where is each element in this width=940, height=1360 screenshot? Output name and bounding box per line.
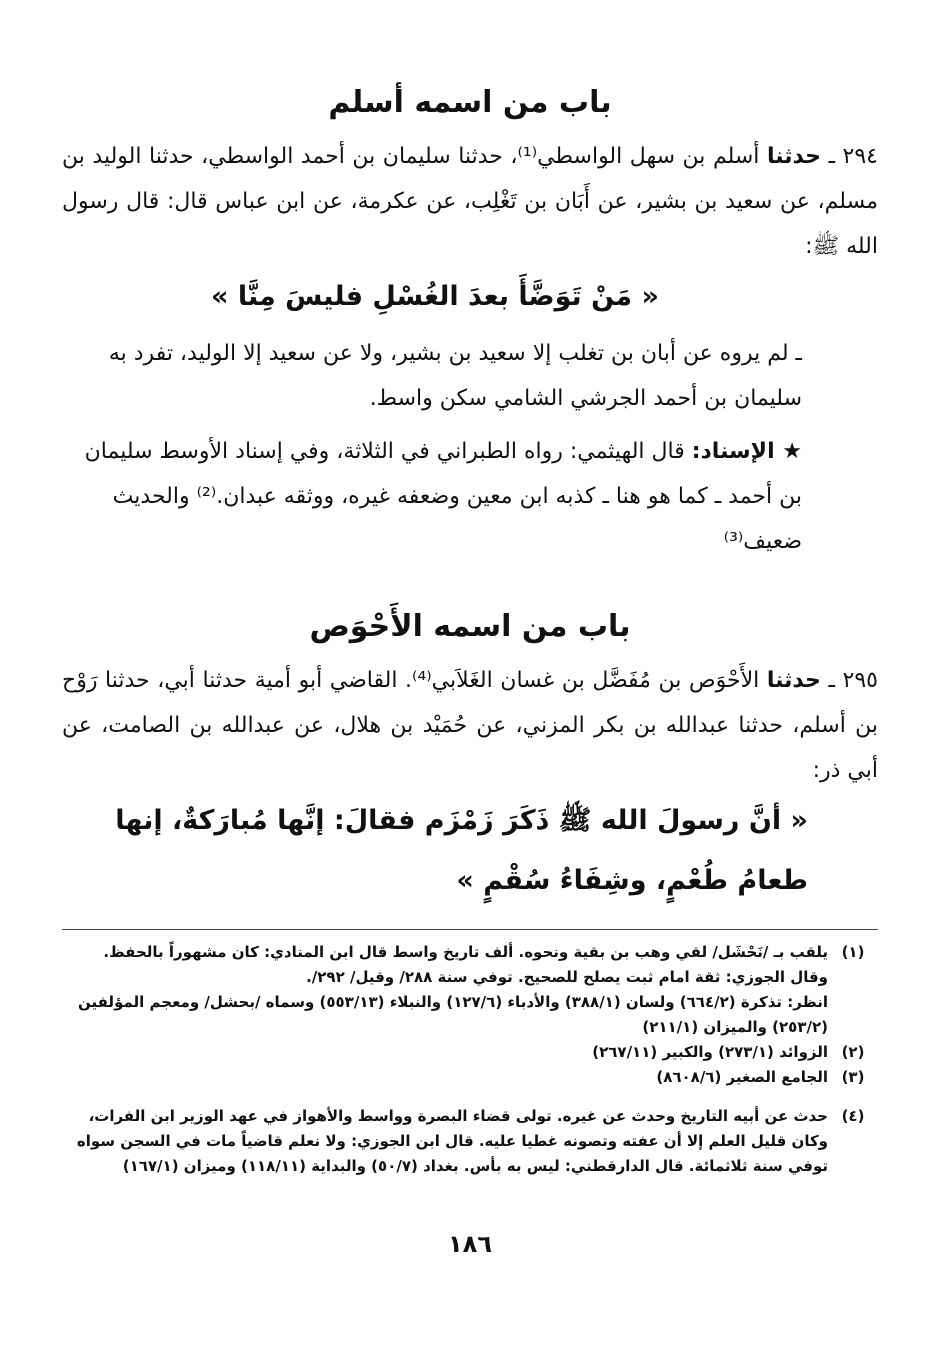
footnote-number: (١) xyxy=(841,943,865,961)
note-text: ـ لم يروه عن أبان بن تغلب إلا سعيد بن بشير، ولا عن سعيد إلا الوليد، تفرد به سليمان بن أحمد الجرشي الشامي سكن واسط. xyxy=(108,341,802,411)
section-title-aslam: باب من اسمه أسلم xyxy=(328,85,612,120)
footnote xyxy=(62,1065,878,1090)
page-number: ١٨٦ xyxy=(448,1230,492,1258)
hadith-295-quote-line-2: طعامُ طُعْمٍ، وشِفَاءُ سُقْمٍ » xyxy=(456,865,808,896)
footnote xyxy=(62,990,878,1040)
footnote-text: الزوائد (٢٧٣/١) والكبير (٢٦٧/١١) xyxy=(592,1043,828,1061)
hadith-294-quote: « مَنْ تَوَضَّأَ بعدَ الغُسْلِ فليسَ مِنَّا » xyxy=(211,281,659,312)
hadith-294-isnad xyxy=(62,429,878,564)
hadith-295-quote-line-1: « أنَّ رسولَ الله ﷺ ذَكَرَ زَمْزَم فقالَ: إنَّها مُبارَكةٌ، إنها xyxy=(115,805,808,836)
footnote-text: الجامع الصغير (٨٦٠٨/٦) xyxy=(656,1068,828,1086)
hadith-lead: حدثنا xyxy=(766,144,822,169)
hadith-294 xyxy=(62,134,878,269)
hadith-text: أسلم بن سهل الواسطي⁽¹⁾، حدثنا سليمان بن أحمد الواسطي، حدثنا الوليد بن مسلم، عن سعيد بن بشير، عن أَبَان بن تَغْلِب، عن عكرمة، عن ابن عباس قال: قال رسول الله ﷺ: xyxy=(62,144,878,259)
hadith-number: ٢٩٥ ـ xyxy=(828,668,878,693)
hadith-295 xyxy=(62,658,878,793)
footnote-number: (٣) xyxy=(841,1068,865,1086)
isnad-text: قال الهيثمي: رواه الطبراني في الثلاثة، وفي إسناد الأوسط سليمان بن أحمد ـ كما هو هنا ـ كذبه ابن معين وضعفه غيره، ووثقه عبدان.⁽²⁾ والحديث ضعيف⁽³⁾ xyxy=(84,439,802,554)
hadith-number: ٢٩٤ ـ xyxy=(828,144,878,169)
footnote-number: (٤) xyxy=(841,1107,865,1125)
footnote xyxy=(62,1104,878,1179)
footnote-number: (٢) xyxy=(841,1043,865,1061)
isnad-label: ★ الإسناد: xyxy=(691,439,802,464)
hadith-text: الأَحْوَص بن مُفَضَّل بن غسان الغَلاَبي⁽⁴⁾. القاضي أبو أمية حدثنا أبي، حدثنا رَوْح بن أسلم، حدثنا عبدالله بن بكر المزني، عن حُمَيْد بن هلال، عن عبدالله بن الصامت، عن أبي ذر: xyxy=(62,668,878,783)
hadith-294-note xyxy=(62,331,878,421)
footnote xyxy=(62,1040,878,1065)
footnote-text: انظر: تذكرة (٦٦٤/٢) ولسان (٣٨٨/١) والأدباء (١٢٧/٦) والنبلاء (٥٥٣/١٣) وسماه /بحشل/ ومعجم المؤلفين (٢٥٣/٢) والميزان (٢١١/١) xyxy=(78,993,828,1036)
section-title-ahwas: باب من اسمه الأَحْوَص xyxy=(309,609,631,644)
footnote-number xyxy=(828,990,878,1040)
hadith-lead: حدثنا xyxy=(766,668,821,693)
footnotes xyxy=(62,929,878,1179)
footnote-text: يلقب بـ /نَحْشَل/ لقي وهب بن بقية ونحوه. ألف تاريخ واسط قال ابن المنادي: كان مشهوراً بالحفظ. وقال الجوزي: ثقة امام ثبت يصلح للصحيح. توفي سنة ٢٨٨/ وقيل/ ٢٩٢/. xyxy=(103,943,828,986)
footnote-text: حدث عن أبيه التاريخ وحدث عن غيره. تولى قضاء البصرة وواسط والأهواز في عهد الوزير ابن الفرات، وكان قليل العلم إلا أن عفته وتصونه غطيا عليه. قال ابن الجوزي: ولا نعلم قاضياً مات في السجن سواه توفي سنة ثلاثمائة. قال الدارقطني: ليس به بأس. بغداد (٥٠/٧) والبداية (١١٨/١١) وميزان (١٦٧/١) xyxy=(76,1107,828,1175)
footnote xyxy=(62,940,878,990)
